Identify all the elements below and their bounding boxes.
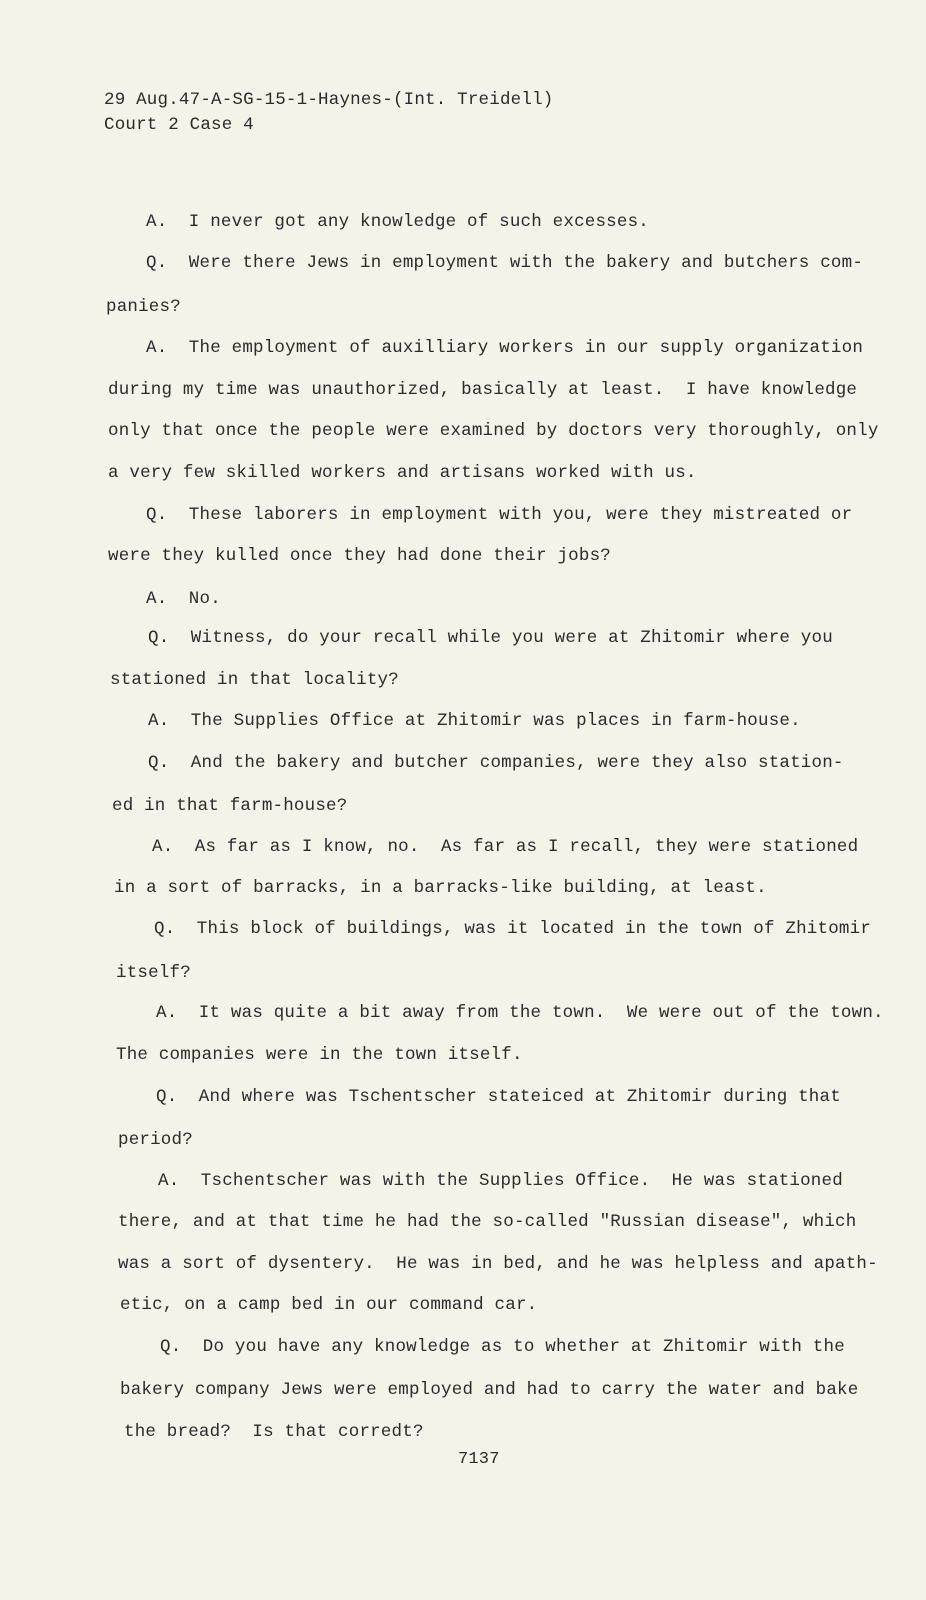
transcript-line: Q. These laborers in employment with you, were they mistreated or [146, 505, 853, 525]
transcript-line: the bread? Is that corredt? [124, 1422, 424, 1442]
header-court-case: Court 2 Case 4 [104, 115, 254, 135]
transcript-line: Q. This block of buildings, was it located in the town of Zhitomir [154, 919, 872, 939]
transcript-line: etic, on a camp bed in our command car. [120, 1295, 538, 1315]
transcript-line: A. No. [146, 589, 221, 609]
transcript-line: period? [118, 1130, 193, 1150]
transcript-line: bakery company Jews were employed and had to carry the water and bake [120, 1380, 859, 1400]
transcript-line: were they kulled once they had done their jobs? [108, 546, 611, 566]
transcript-line: A. The Supplies Office at Zhitomir was places in farm-house. [148, 711, 801, 731]
header-reference: 29 Aug.47-A-SG-15-1-Haynes-(Int. Treidell) [104, 90, 554, 110]
page-number: 7137 [458, 1450, 500, 1469]
transcript-line: itself? [116, 963, 191, 983]
transcript-line: was a sort of dysentery. He was in bed, and he was helpless and apath- [118, 1254, 878, 1274]
transcript-line: ed in that farm-house? [112, 796, 348, 816]
transcript-line: only that once the people were examined by doctors very thoroughly, only [108, 421, 879, 441]
transcript-line: A. I never got any knowledge of such excesses. [146, 212, 649, 232]
transcript-line: Q. And where was Tschentscher stateiced at Zhitomir during that [156, 1087, 841, 1107]
transcript-line: in a sort of barracks, in a barracks-like building, at least. [114, 878, 767, 898]
transcript-line: Q. Were there Jews in employment with the bakery and butchers com- [146, 253, 864, 273]
transcript-line: a very few skilled workers and artisans worked with us. [108, 463, 697, 483]
transcript-line: A. It was quite a bit away from the town. We were out of the town. [156, 1003, 884, 1023]
transcript-line: A. As far as I know, no. As far as I recall, they were stationed [152, 837, 859, 857]
transcript-line: Q. Witness, do your recall while you were at Zhitomir where you [148, 628, 833, 648]
transcript-line: during my time was unauthorized, basically at least. I have knowledge [108, 380, 858, 400]
transcript-line: Q. And the bakery and butcher companies, were they also station- [148, 753, 844, 773]
document-header [104, 88, 553, 138]
transcript-line: there, and at that time he had the so-called "Russian disease", which [118, 1212, 857, 1232]
transcript-line: panies? [106, 297, 181, 317]
transcript-line: Q. Do you have any knowledge as to whether at Zhitomir with the [160, 1337, 845, 1357]
transcript-line: stationed in that locality? [110, 670, 399, 690]
transcript-line: A. Tschentscher was with the Supplies Office. He was stationed [158, 1171, 843, 1191]
transcript-line: A. The employment of auxilliary workers in our supply organization [146, 338, 864, 358]
transcript-line: The companies were in the town itself. [116, 1045, 523, 1065]
